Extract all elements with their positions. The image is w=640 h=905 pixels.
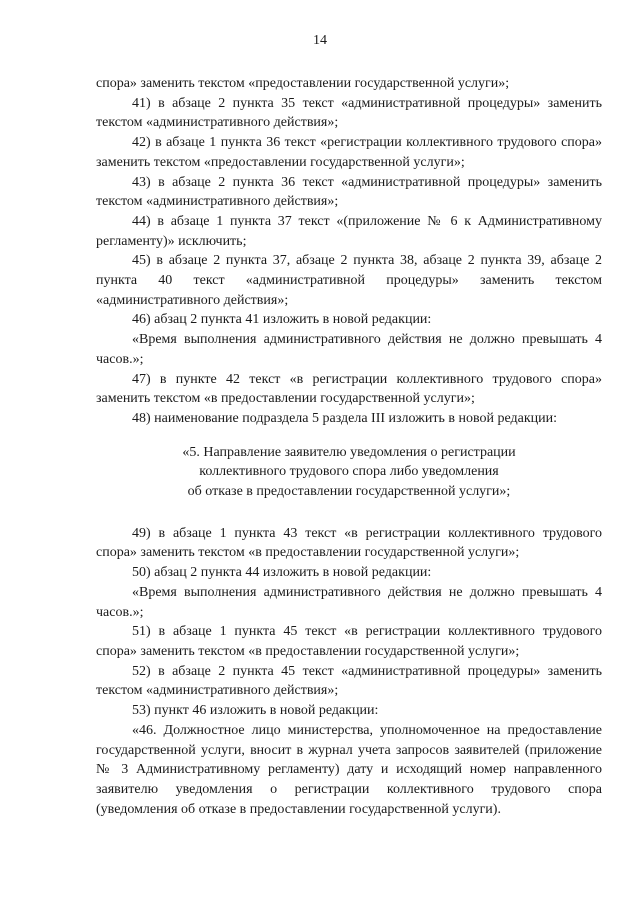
paragraph-p46: 46) абзац 2 пункта 41 изложить в новой редакции:: [132, 312, 432, 328]
paragraph-p40-cont: спора» заменить текстом «предоставлении государственной услуги»;: [96, 76, 510, 91]
paragraph-p46-quote: «Время выполнения административного действия не должно превышать 4 часов.»;: [96, 332, 602, 367]
page-number: 14: [313, 33, 327, 48]
paragraph-p52: 52) в абзаце 2 пункта 45 текст «административной процедуры» заменить текстом «административного действия»;: [96, 663, 602, 699]
heading-line-2: коллективного трудового спора либо уведомления: [199, 464, 499, 480]
subsection-heading: [96, 443, 602, 502]
paragraph-p41: 41) в абзаце 2 пункта 35 текст «административной процедуры» заменить текстом «административного действия»;: [96, 95, 602, 131]
paragraph-p45: 45) в абзаце 2 пункта 37, абзаце 2 пункта 38, абзаце 2 пункта 39, абзаце 2 пункта 40 текст «административной процедуры» заменить текстом «административного действия»;: [96, 253, 602, 308]
paragraph-p50-quote: «Время выполнения административного действия не должно превышать 4 часов.»;: [96, 584, 602, 620]
paragraph-p50: 50) абзац 2 пункта 44 изложить в новой редакции:: [132, 565, 432, 581]
heading-line-1: «5. Направление заявителю уведомления о регистрации: [182, 444, 516, 460]
paragraphs-bottom: [96, 524, 602, 820]
paragraph-p49: 49) в абзаце 1 пункта 43 текст «в регистрации коллективного трудового спора» заменить текстом «в предоставлении государственной услуги»;: [96, 525, 602, 561]
paragraphs-top: [96, 74, 602, 429]
paragraph-p47: 47) в пункте 42 текст «в регистрации коллективного трудового спора» заменить текстом «в предоставлении государственной услуги»;: [96, 371, 602, 407]
paragraph-p51: 51) в абзаце 1 пункта 45 текст «в регистрации коллективного трудового спора» заменить текстом «в предоставлении государственной услуги»;: [96, 624, 602, 659]
document-body: [96, 74, 602, 819]
paragraph-p53-quote: «46. Должностное лицо министерства, уполномоченное на предоставление государственной услуги, вносит в журнал учета запросов заявителей (приложение № 3 Административному регламенту) дату и исходящий номер направленного заявителю уведомления о регистрации коллективного трудового спора (уведомления об отказе в предоставлении государственной услуги).: [96, 722, 602, 817]
paragraph-p53: 53) пункт 46 изложить в новой редакции:: [132, 703, 379, 719]
paragraph-p44: 44) в абзаце 1 пункта 37 текст «(приложение № 6 к Административному регламенту)» исключить;: [96, 213, 602, 249]
paragraph-p48: 48) наименование подраздела 5 раздела III изложить в новой редакции:: [132, 410, 557, 426]
heading-line-3: об отказе в предоставлении государственной услуги»;: [187, 484, 511, 500]
paragraph-p43: 43) в абзаце 2 пункта 36 текст «административной процедуры» заменить текстом «административного действия»;: [96, 174, 602, 210]
paragraph-p42: 42) в абзаце 1 пункта 36 текст «регистрации коллективного трудового спора» заменить текстом «предоставлении государственной услуги»;: [96, 135, 602, 170]
